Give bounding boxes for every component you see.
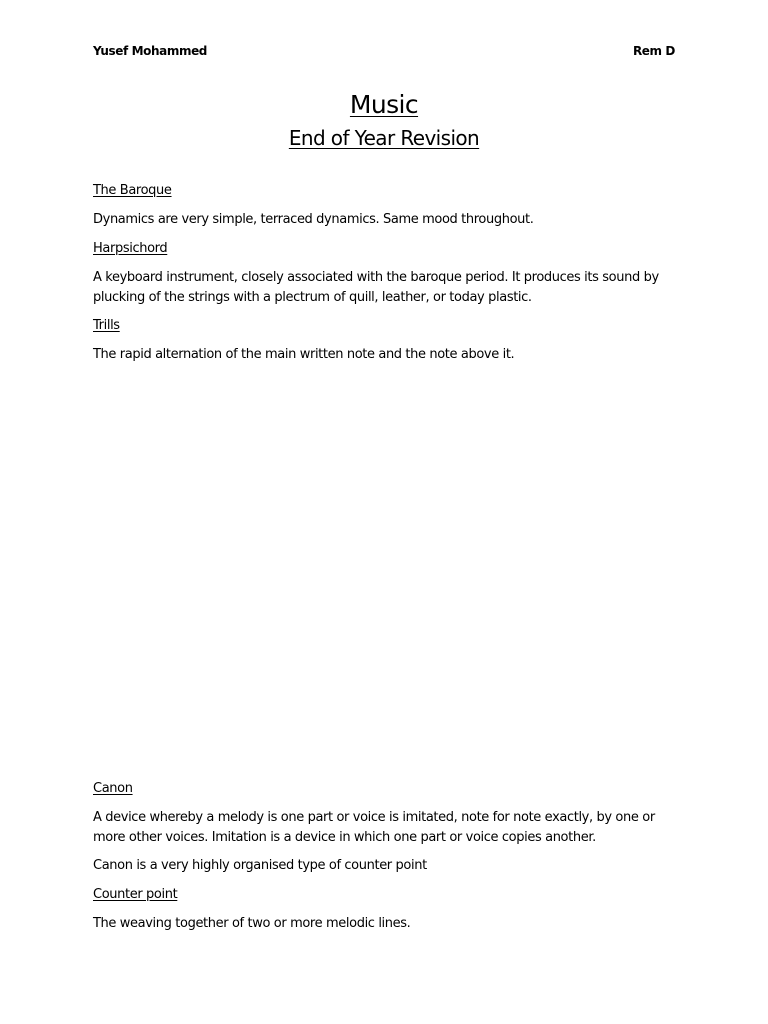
paragraph-the-baroque bbox=[93, 210, 678, 230]
paragraph-trills bbox=[93, 345, 678, 365]
heading-canon bbox=[93, 779, 678, 799]
document-subtitle bbox=[0, 125, 768, 151]
paragraph-line: The weaving together of two or more melodic lines. bbox=[93, 916, 411, 931]
class-name: Rem D bbox=[632, 44, 675, 58]
author-name: Yusef Mohammed bbox=[93, 44, 208, 58]
section-heading: Counter point bbox=[93, 887, 178, 902]
document-title-text: Music bbox=[349, 90, 419, 119]
document-title bbox=[0, 90, 768, 120]
paragraph-line: A keyboard instrument, closely associated with the baroque period. It produces its sound by bbox=[93, 270, 659, 285]
paragraph-line: more other voices. Imitation is a device in which one part or voice copies another. bbox=[93, 830, 596, 845]
section-heading: Trills bbox=[93, 318, 120, 333]
paragraph-harpsichord bbox=[93, 268, 678, 308]
paragraph-canon bbox=[93, 808, 678, 848]
paragraph-canon-extra bbox=[93, 856, 678, 876]
heading-counter-point bbox=[93, 885, 678, 905]
paragraph-line: Canon is a very highly organised type of counter point bbox=[93, 858, 427, 873]
paragraph-line: Dynamics are very simple, terraced dynamics. Same mood throughout. bbox=[93, 212, 534, 227]
heading-harpsichord bbox=[93, 239, 678, 259]
section-heading: Harpsichord bbox=[93, 241, 168, 256]
paragraph-line: plucking of the strings with a plectrum of quill, leather, or today plastic. bbox=[93, 290, 532, 305]
paragraph-line: A device whereby a melody is one part or voice is imitated, note for note exactly, by one or bbox=[93, 810, 655, 825]
heading-trills bbox=[93, 316, 678, 336]
section-heading: The Baroque bbox=[93, 183, 172, 198]
heading-the-baroque bbox=[93, 181, 678, 201]
section-heading: Canon bbox=[93, 781, 133, 796]
paragraph-line: The rapid alternation of the main written note and the note above it. bbox=[93, 347, 515, 362]
document-subtitle-text: End of Year Revision bbox=[288, 126, 480, 150]
paragraph-counter-point bbox=[93, 914, 678, 934]
